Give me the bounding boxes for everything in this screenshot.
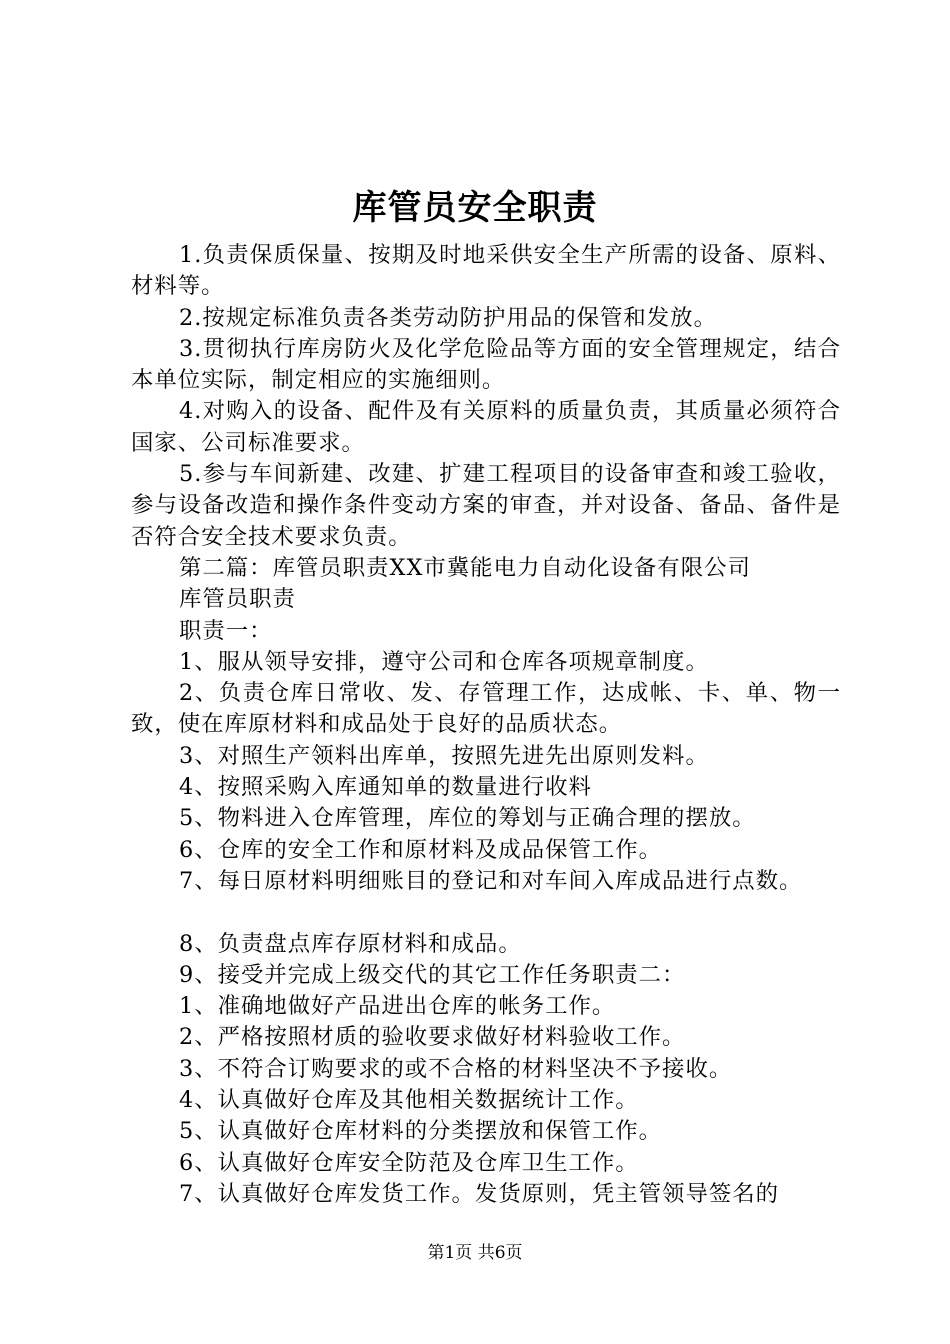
list-item: 6、仓库的安全工作和原材料及成品保管工作。 (179, 836, 663, 863)
section-heading: 第二篇：库管员职责XX市冀能电力自动化设备有限公司 (179, 554, 751, 581)
document-body (131, 240, 841, 1210)
blank-line (131, 897, 841, 928)
paragraph: 5.参与车间新建、改建、扩建工程项目的设备审查和竣工验收，参与设备改造和操作条件变动方案的审查，并对设备、备品、备件是否符合安全技术要求负责。 (131, 461, 841, 550)
page-number: 第1页 共6页 (427, 1243, 523, 1263)
list-item: 4、按照采购入库通知单的数量进行收料 (179, 774, 592, 801)
list-item: 3、对照生产领料出库单，按照先进先出原则发料。 (179, 742, 709, 769)
list-item: 2、负责仓库日常收、发、存管理工作，达成帐、卡、单、物一致，使在库原材料和成品处于良好的品质状态。 (131, 680, 841, 738)
list-item: 2、严格按照材质的验收要求做好材料验收工作。 (179, 1024, 686, 1051)
list-item: 5、物料进入仓库管理，库位的筹划与正确合理的摆放。 (179, 805, 756, 832)
list-item: 1、服从领导安排，遵守公司和仓库各项规章制度。 (179, 648, 709, 675)
list-item: 8、负责盘点库存原材料和成品。 (179, 930, 522, 957)
list-item: 6、认真做好仓库安全防范及仓库卫生工作。 (179, 1149, 639, 1176)
list-item: 7、认真做好仓库发货工作。发货原则，凭主管领导签名的 (179, 1180, 780, 1207)
list-item: 5、认真做好仓库材料的分类摆放和保管工作。 (179, 1118, 663, 1145)
paragraph: 1.负责保质保量、按期及时地采供安全生产所需的设备、原料、材料等。 (131, 242, 841, 300)
paragraph: 4.对购入的设备、配件及有关原料的质量负责，其质量必须符合国家、公司标准要求。 (131, 398, 841, 456)
list-item: 3、不符合订购要求的或不合格的材料坚决不予接收。 (179, 1055, 733, 1082)
paragraph: 3.贯彻执行库房防火及化学危险品等方面的安全管理规定，结合本单位实际，制定相应的实施细则。 (131, 335, 841, 394)
document-title: 库管员安全职责 (352, 188, 598, 228)
paragraph: 2.按规定标准负责各类劳动防护用品的保管和发放。 (179, 304, 717, 331)
list-item: 4、认真做好仓库及其他相关数据统计工作。 (179, 1087, 639, 1114)
list-item: 9、接受并完成上级交代的其它工作任务职责二： (179, 961, 686, 988)
list-item: 1、准确地做好产品进出仓库的帐务工作。 (179, 993, 616, 1020)
section-heading: 库管员职责 (179, 586, 296, 613)
list-item: 7、每日原材料明细账目的登记和对车间入库成品进行点数。 (179, 867, 803, 894)
section-heading: 职责一： (179, 617, 273, 644)
